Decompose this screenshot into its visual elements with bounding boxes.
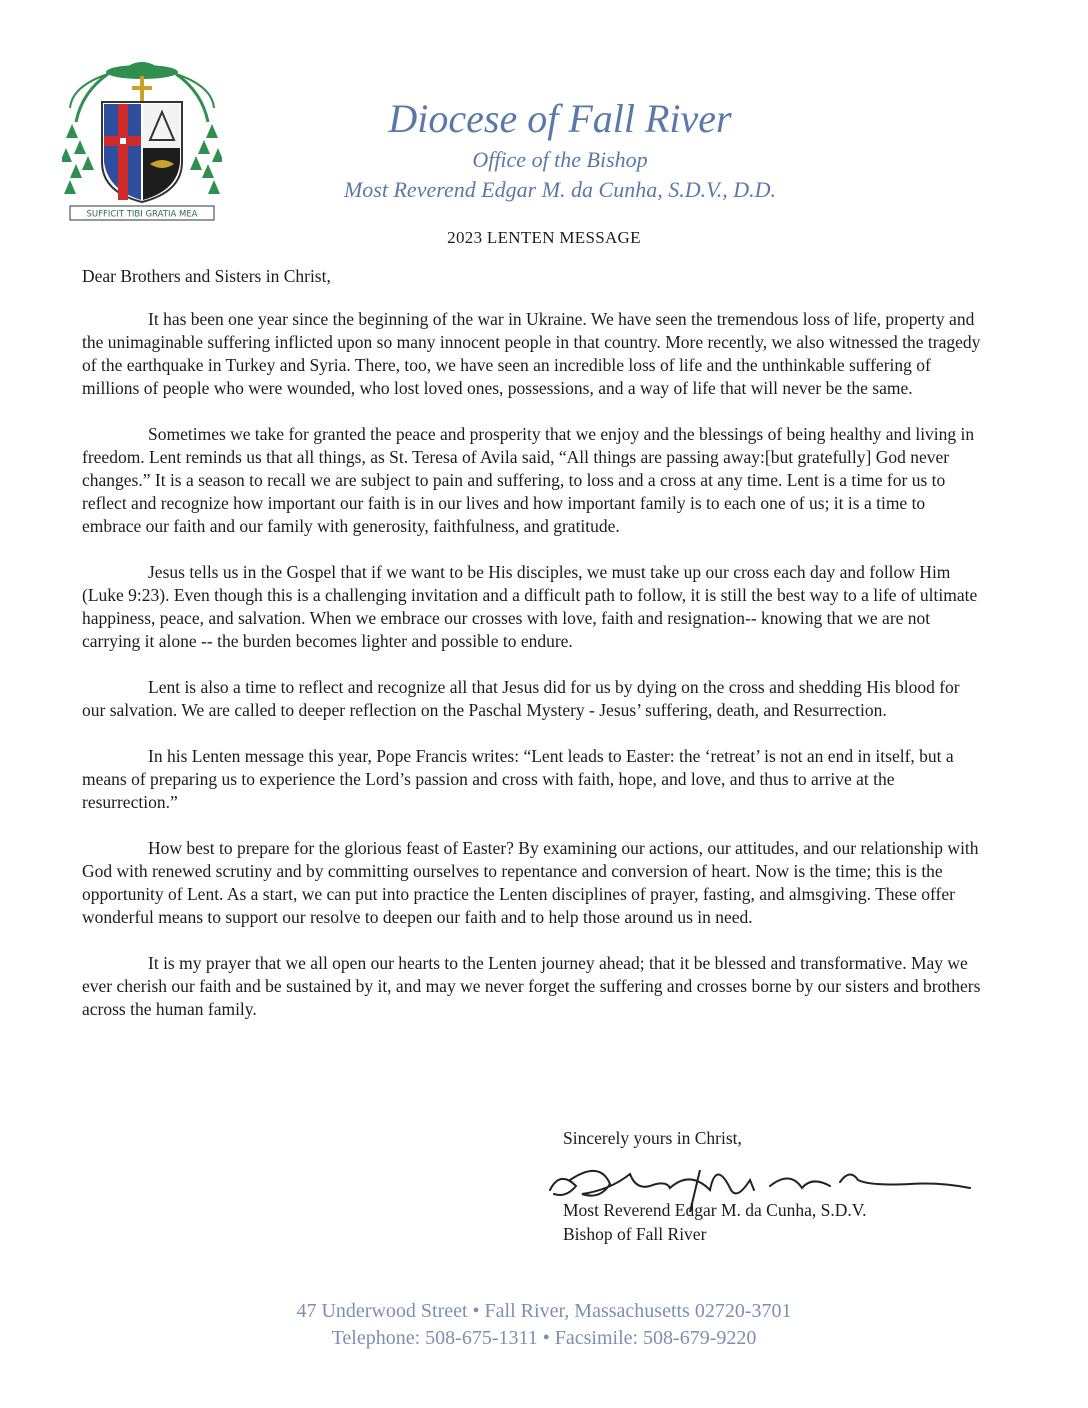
coat-of-arms-icon bbox=[62, 52, 222, 224]
letterhead bbox=[300, 96, 820, 204]
paragraph: Lent is also a time to reflect and recognize all that Jesus did for us by dying on the cross and shedding His blood for our salvation. We are called to deeper reflection on the Paschal Mystery - Jesus’ suffering, death, and Resurrection. bbox=[82, 677, 960, 720]
office-name: Office of the Bishop bbox=[472, 147, 648, 172]
letter-body bbox=[82, 308, 987, 1044]
paragraph: It has been one year since the beginning of the war in Ukraine. We have seen the tremendous loss of life, property and the unimaginable suffering inflicted upon so many innocent people in that country. More recently, we also witnessed the tragedy of the earthquake in Turkey and Syria. There, too, we have seen an incredible loss of life and the unthinkable suffering of millions of people who were wounded, who lost loved ones, possessions, and a way of life that will never be the same. bbox=[82, 309, 981, 398]
footer-phones: Telephone: 508-675-1311 • Facsimile: 508-679-9220 bbox=[331, 1327, 757, 1349]
diocese-name: Diocese of Fall River bbox=[388, 96, 732, 141]
paragraph: Jesus tells us in the Gospel that if we want to be His disciples, we must take up our cross each day and follow Him (Luke 9:23). Even though this is a challenging invitation and a difficult path to follow, it is still the best way to a life of ultimate happiness, peace, and salvation. When we embrace our crosses with love, faith and resignation-- knowing that we are not carrying it alone -- the burden becomes lighter and possible to endure. bbox=[82, 562, 978, 651]
footer-address: 47 Underwood Street • Fall River, Massachusetts 02720-3701 bbox=[296, 1300, 792, 1322]
salutation: Dear Brothers and Sisters in Christ, bbox=[82, 266, 331, 286]
paragraph: In his Lenten message this year, Pope Francis writes: “Lent leads to Easter: the ‘retreat’ is not an end in itself, but a means of preparing us to experience the Lord’s passion and cross with faith, hope, and love, and thus to arrive at the resurrection.” bbox=[82, 746, 954, 812]
signer-name: Most Reverend Edgar M. da Cunha, S.D.V. bbox=[563, 1200, 867, 1220]
document-title: 2023 LENTEN MESSAGE bbox=[447, 228, 641, 247]
paragraph: Sometimes we take for granted the peace and prosperity that we enjoy and the blessings of being healthy and living in freedom. Lent reminds us that all things, as St. Teresa of Avila said, “All things are passing away:[but gratefully] God never changes.” It is a season to recall we are subject to pain and suffering, to loss and a cross at any time. Lent is a time for us to reflect and recognize how important our faith is in our lives and how important family is to each one of us; it is a time to embrace our faith and our family with generosity, faithfulness, and gratitude. bbox=[82, 424, 975, 536]
crest-motto: SUFFICIT TIBI GRATIA MEA bbox=[86, 209, 198, 220]
signer-title: Bishop of Fall River bbox=[563, 1224, 707, 1244]
footer bbox=[0, 1298, 1088, 1352]
bishop-name: Most Reverend Edgar M. da Cunha, S.D.V., D.D. bbox=[343, 177, 776, 202]
closing-line: Sincerely yours in Christ, bbox=[563, 1128, 742, 1148]
paragraph: How best to prepare for the glorious feast of Easter? By examining our actions, our attitudes, and our relationship with God with renewed scrutiny and by committing ourselves to repentance and conversion of heart. Now is the time; this is the opportunity of Lent. As a start, we can put into practice the Lenten disciplines of prayer, fasting, and almsgiving. These offer wonderful means to support our resolve to deepen our faith and to help those around us in need. bbox=[82, 838, 979, 927]
paragraph: It is my prayer that we all open our hearts to the Lenten journey ahead; that it be blessed and transformative. May we ever cherish our faith and be sustained by it, and may we never forget the suffering and crosses borne by our sisters and brothers across the human family. bbox=[82, 953, 981, 1019]
